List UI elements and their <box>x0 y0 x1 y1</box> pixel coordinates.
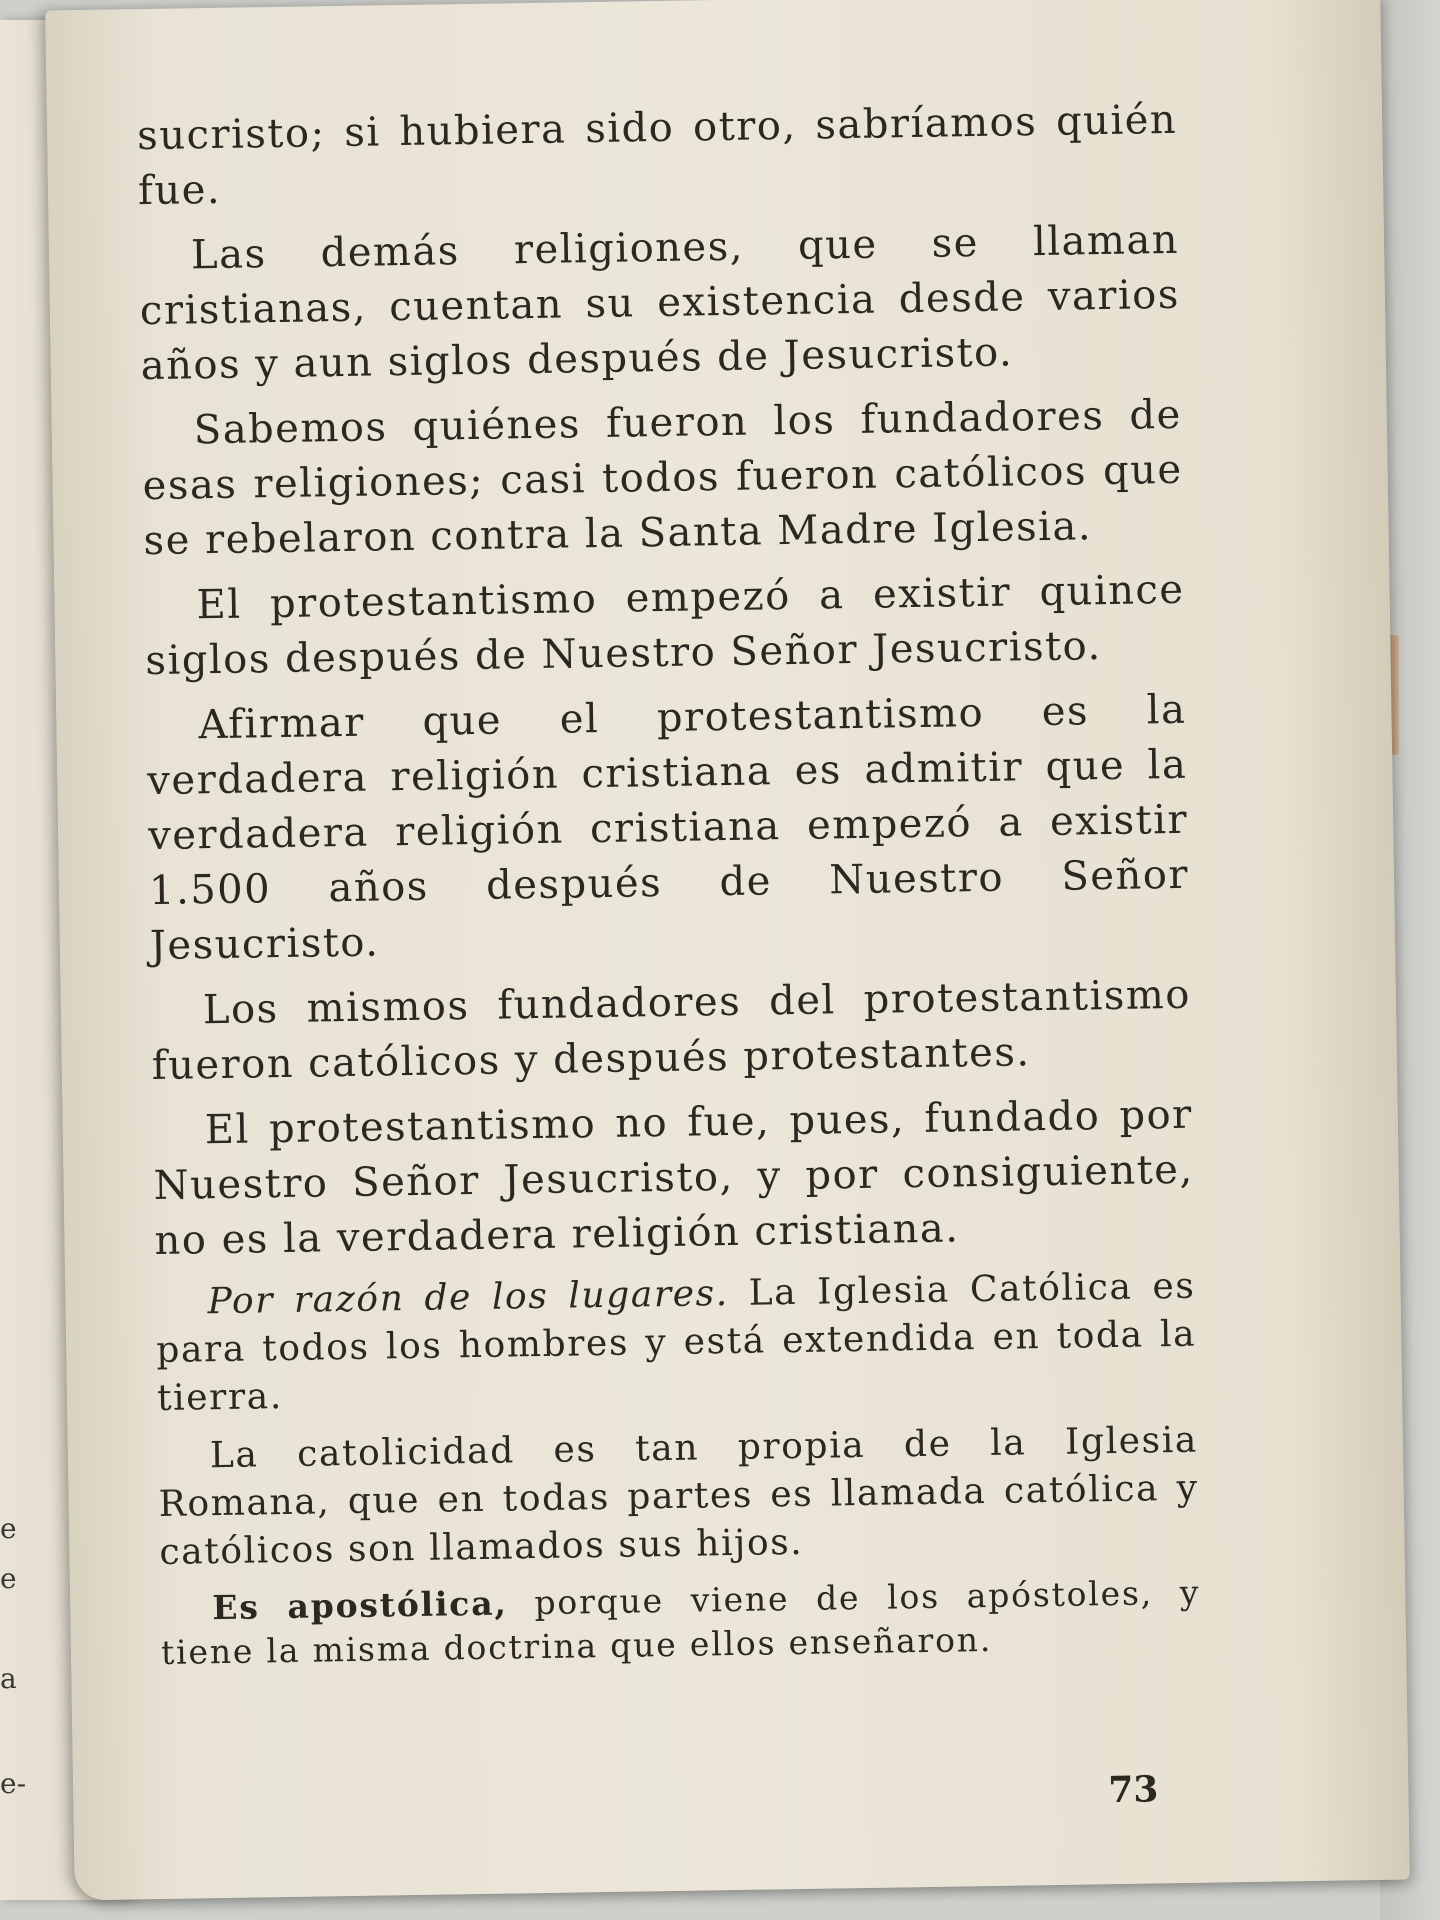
italic-lead: Por razón de los lugares. <box>207 1273 730 1323</box>
paragraph: Afirmar que el protestantismo es la verdadera religión cristiana es admitir que la verdadera religión cristiana empezó a existir 1.500 años después de Nuestro Señor Jesucristo. <box>146 686 1190 970</box>
bold-lead: Es apostólica, <box>212 1583 508 1628</box>
previous-page-fragment: a <box>0 1662 17 1695</box>
page-body-text <box>137 93 1202 1685</box>
paragraph: Sabemos quiénes fueron los fundadores de esas religiones; casi todos fueron católicos que se rebelaron contra la Santa Madre Iglesia. <box>142 391 1183 565</box>
book-page <box>45 0 1410 1900</box>
paragraph: Es apostólica, porque viene de los apóstoles, y tiene la misma doctrina que ellos enseñaron. <box>160 1572 1201 1672</box>
previous-page-fragment: e <box>0 1512 17 1545</box>
paragraph: La catolicidad es tan propia de la Iglesia Romana, que en todas partes es llamada católica y católicos son llamados sus hijos. <box>158 1419 1199 1573</box>
previous-page-fragment: e- <box>0 1767 27 1800</box>
paragraph: Los mismos fundadores del protestantismo fueron católicos y después protestantes. <box>151 971 1192 1090</box>
paragraph: Por razón de los lugares. La Iglesia Católica es para todos los hombres y está extendida en toda la tierra. <box>155 1265 1197 1420</box>
paragraph: El protestantismo no fue, pues, fundado por Nuestro Señor Jesucristo, y por consiguiente, no es la verdadera religión cristiana. <box>153 1091 1194 1265</box>
paragraph: Las demás religiones, que se llaman cristianas, cuentan su existencia desde varios años y aun siglos después de Jesucristo. <box>139 216 1181 390</box>
paragraph: sucristo; si hubiera sido otro, sabríamos quién fue. <box>136 96 1178 215</box>
paragraph: El protestantismo empezó a existir quince siglos después de Nuestro Señor Jesucristo. <box>145 566 1185 685</box>
previous-page-fragment: e <box>0 1562 17 1595</box>
page-number: 73 <box>1107 1768 1159 1812</box>
